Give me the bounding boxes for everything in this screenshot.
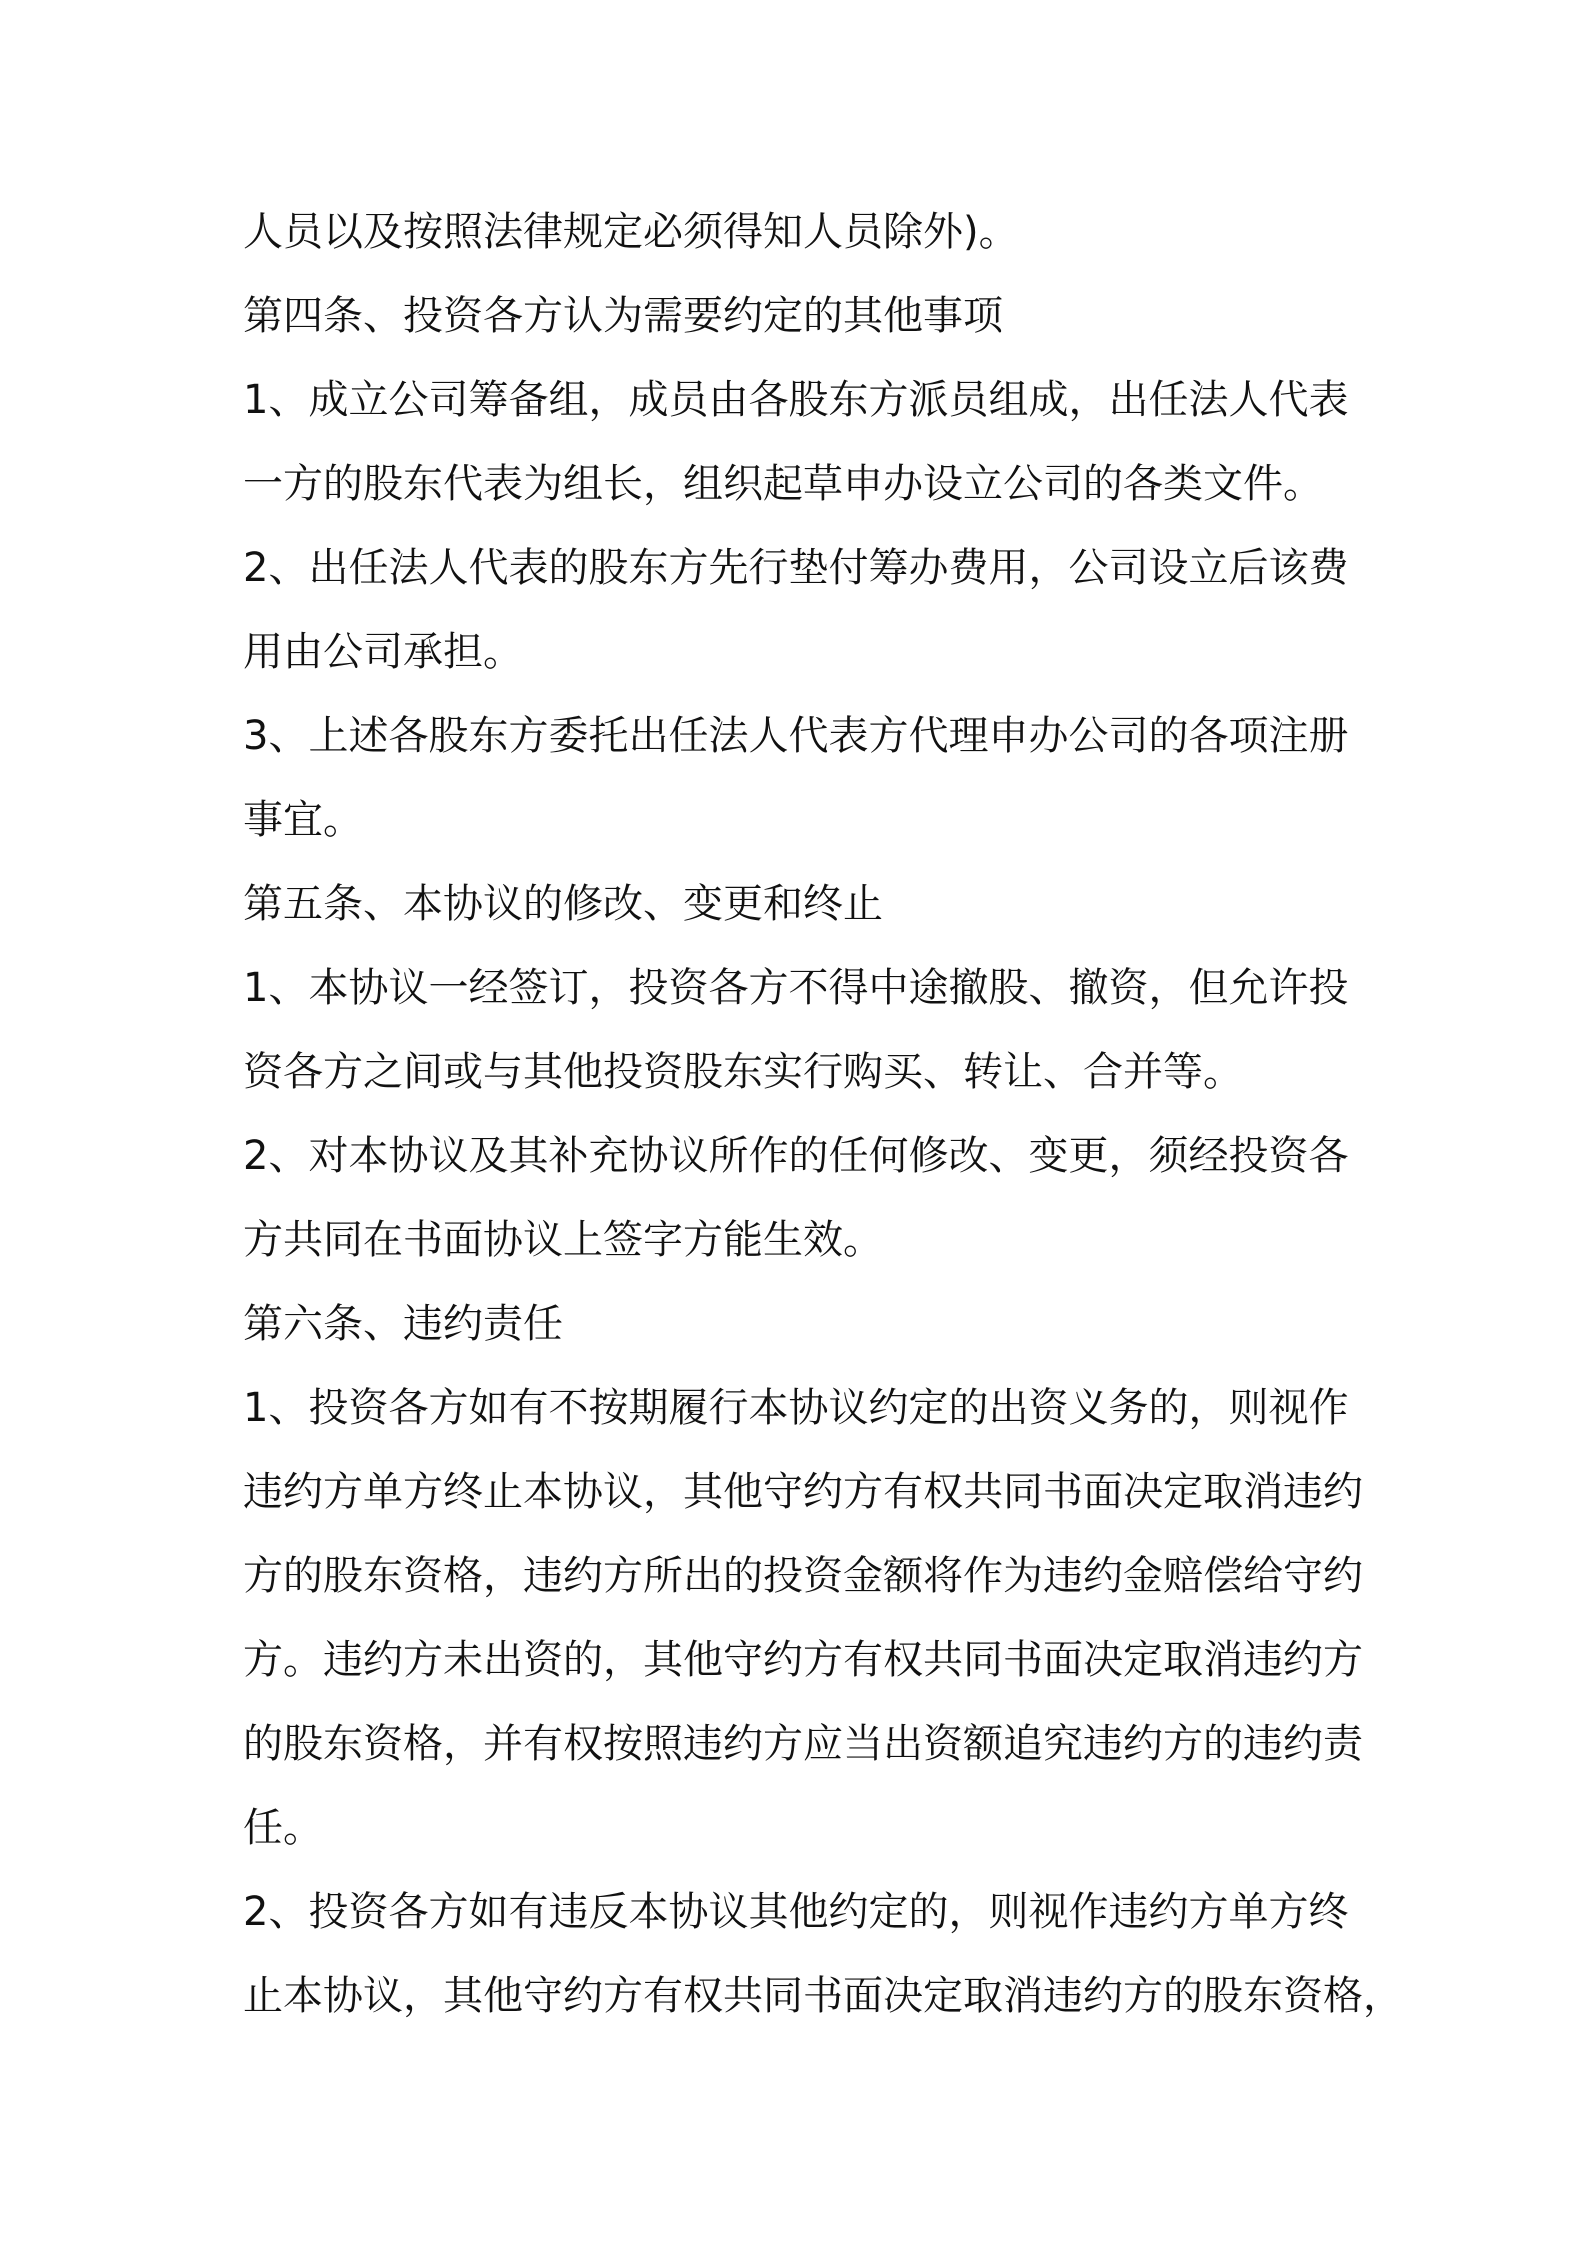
text-line: 3、上述各股东方委托出任法人代表方代理申办公司的各项注册 <box>243 713 1349 759</box>
section-heading: 第五条、本协议的修改、变更和终止 <box>243 881 883 927</box>
text-line: 2、出任法人代表的股东方先行垫付筹办费用，公司设立后该费 <box>243 545 1349 591</box>
text-line: 的股东资格，并有权按照违约方应当出资额追究违约方的违约责 <box>243 1721 1363 1767</box>
text-line: 方共同在书面协议上签字方能生效。 <box>243 1217 883 1263</box>
text-line: 事宜。 <box>243 797 363 843</box>
text-line: 1、成立公司筹备组，成员由各股东方派员组成，出任法人代表 <box>243 377 1349 423</box>
text-line: 止本协议，其他守约方有权共同书面决定取消违约方的股东资格， <box>243 1973 1403 2019</box>
section-heading: 第四条、投资各方认为需要约定的其他事项 <box>243 293 1003 339</box>
text-line: 1、投资各方如有不按期履行本协议约定的出资义务的，则视作 <box>243 1385 1349 1431</box>
text-line: 2、对本协议及其补充协议所作的任何修改、变更，须经投资各 <box>243 1133 1349 1179</box>
text-line: 任。 <box>243 1805 323 1851</box>
text-line: 方的股东资格，违约方所出的投资金额将作为违约金赔偿给守约 <box>243 1553 1363 1599</box>
text-line: 违约方单方终止本协议，其他守约方有权共同书面决定取消违约 <box>243 1469 1363 1515</box>
text-line: 1、本协议一经签订，投资各方不得中途撤股、撤资，但允许投 <box>243 965 1349 1011</box>
text-line: 用由公司承担。 <box>243 629 523 675</box>
text-line: 方。违约方未出资的，其他守约方有权共同书面决定取消违约方 <box>243 1637 1363 1683</box>
section-heading: 第六条、违约责任 <box>243 1301 563 1347</box>
document-body <box>243 190 1403 2038</box>
text-line: 2、投资各方如有违反本协议其他约定的，则视作违约方单方终 <box>243 1889 1349 1935</box>
text-line: 人员以及按照法律规定必须得知人员除外)。 <box>243 209 1019 255</box>
text-line: 资各方之间或与其他投资股东实行购买、转让、合并等。 <box>243 1049 1243 1095</box>
text-line: 一方的股东代表为组长，组织起草申办设立公司的各类文件。 <box>243 461 1323 507</box>
